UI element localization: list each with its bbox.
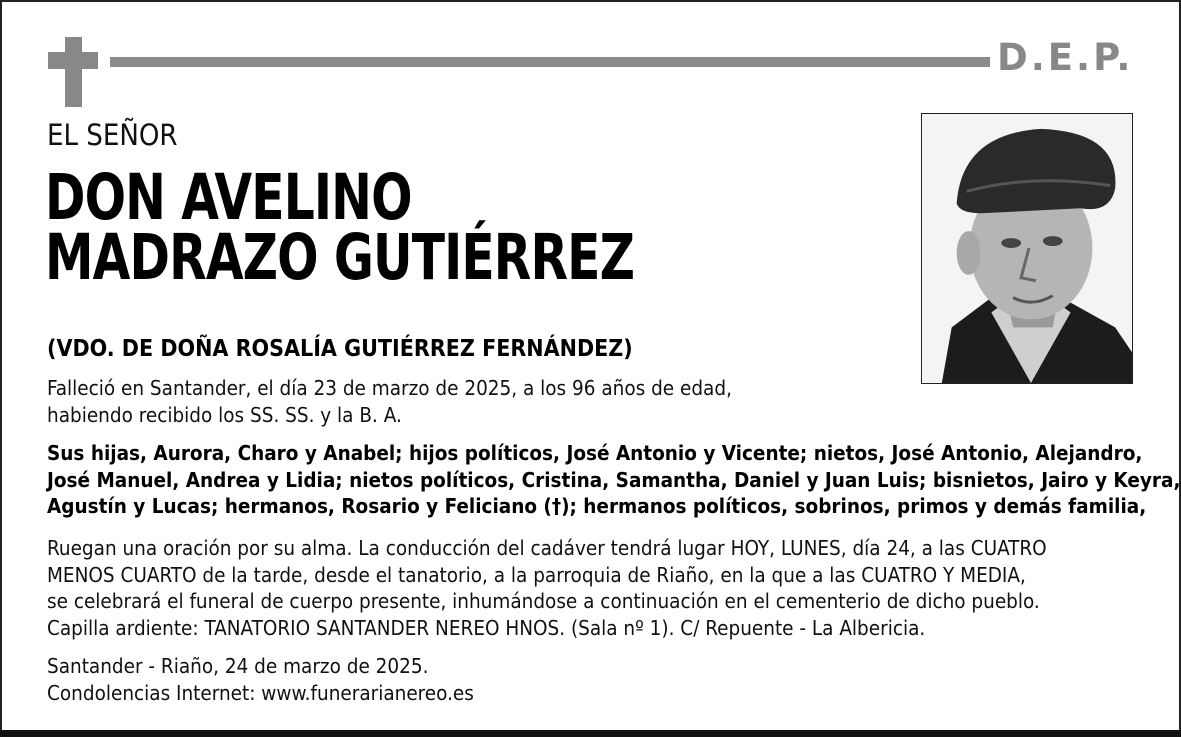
service-details [47,535,1047,641]
service-line: Capilla ardiente: TANATORIO SANTANDER NEREO HNOS. (Sala nº 1). C/ Repuente - La Albericia. [47,615,926,640]
family-line: José Manuel, Andrea y Lidia; nietos políticos, Cristina, Samantha, Daniel y Juan Luis; bisnietos, Jairo y Keyra, [47,467,1181,492]
place-date: Santander - Riaño, 24 de marzo de 2025. [47,654,429,678]
prefix-label: EL SEÑOR [47,118,178,152]
header-rule [110,57,990,67]
cross-icon [65,37,82,107]
family-line: Agustín y Lucas; hermanos, Rosario y Feliciano (†); hermanos políticos, sobrinos, primos y demás familia, [47,494,1147,518]
service-line: se celebrará el funeral de cuerpo presente, inhumándose a continuación en el cementerio de dicho pueblo. [47,589,1040,613]
name-line-2: MADRAZO GUTIÉRREZ [45,221,635,294]
family-line: Sus hijas, Aurora, Charo y Anabel; hijos políticos, José Antonio y Vicente; nietos, José Antonio, Alejandro, [47,441,1143,465]
widower-line: (VDO. DE DOÑA ROSALÍA GUTIÉRREZ FERNÁNDEZ) [47,336,633,362]
deceased-name [45,161,635,294]
footer [47,653,474,706]
portrait-photo [921,113,1133,384]
death-notice-line: Falleció en Santander, el día 23 de marzo de 2025, a los 96 años de edad, [47,376,732,400]
service-line: Ruegan una oración por su alma. La conducción del cadáver tendrá lugar HOY, LUNES, día 24, a las CUATRO [47,536,1047,560]
dep-label: D.E.P. [997,36,1134,79]
bottom-rule [0,730,1181,737]
death-notice [47,375,732,428]
name-line-1: DON AVELINO [45,161,412,234]
service-line: MENOS CUARTO de la tarde, desde el tanatorio, a la parroquia de Riaño, en la que a las CUATRO Y MEDIA, [47,562,1026,587]
cross-icon-bar [48,52,98,69]
death-notice-line: habiendo recibido los SS. SS. y la B. A. [47,402,402,427]
condolences-link[interactable]: Condolencias Internet: www.funerarianereo.es [47,680,474,705]
family-list [47,440,1180,520]
